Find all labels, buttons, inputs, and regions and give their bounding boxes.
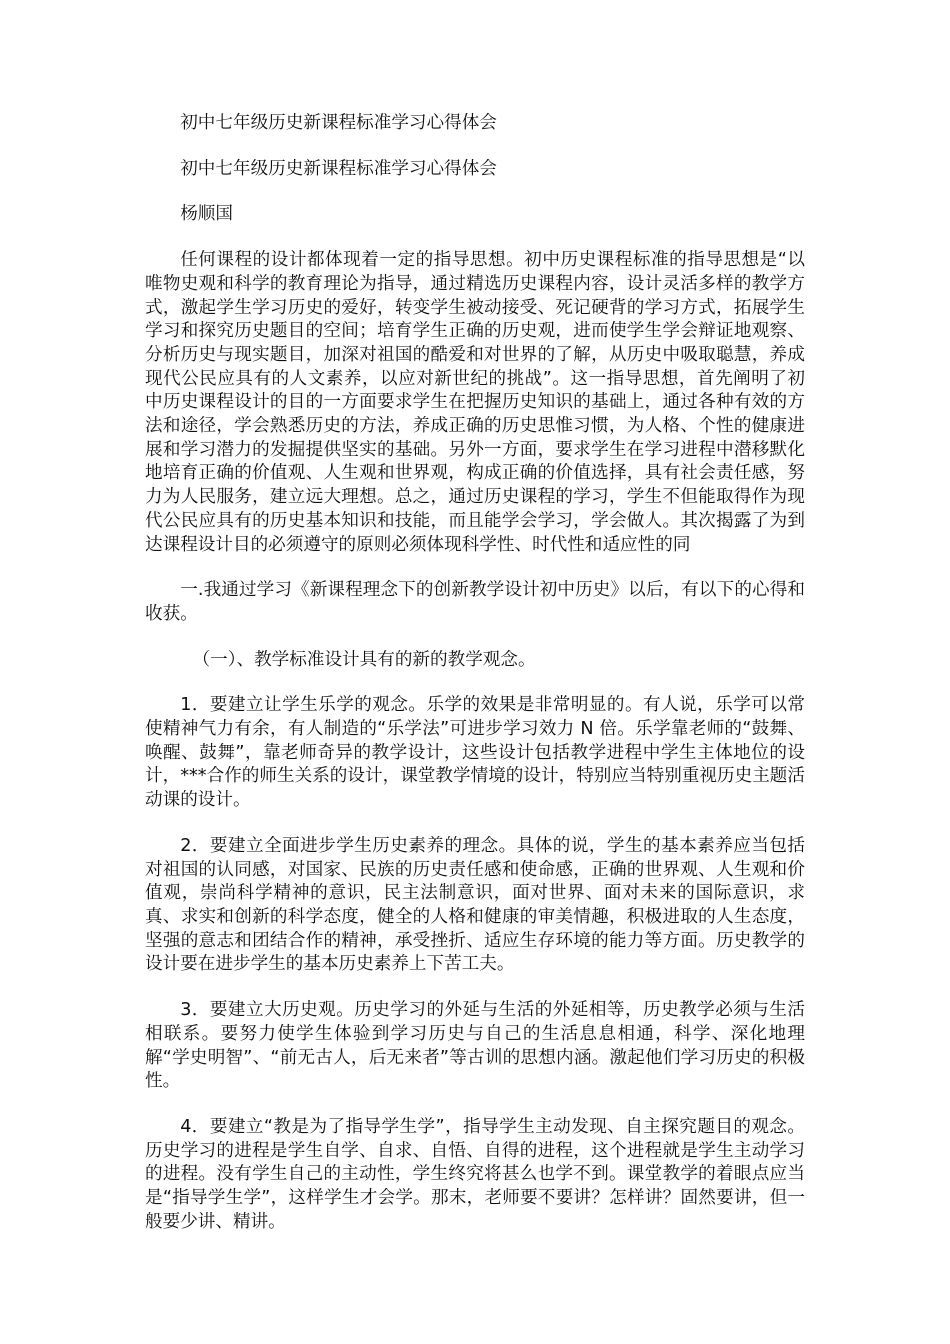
intro-paragraph: 任何课程的设计都体现着一定的指导思想。初中历史课程标准的指导思想是“以唯物史观和科学的教育理论为指导，通过精选历史课程内容，设计灵活多样的教学方式，激起学生学习历史的爱好，转变学生被动接受、死记硬背的学习方式，拓展学生学习和探究历史题目的空间；培育学生正确的历史观，进而使学生学会辩证地观察、分析历史与现实题目，加深对祖国的酷爱和对世界的了解，从历史中吸取聪慧，养成现代公民应具有的人文素养，以应对新世纪的挑战”。这一指导思想，首先阐明了初中历史课程设计的目的一方面要求学生在把握历史知识的基础上，通过各种有效的方法和途径，学会熟悉历史的方法，养成正确的历史思惟习惯，为人格、个性的健康进展和学习潜力的发掘提供坚实的基础。另外一方面，要求学生在学习进程中潜移默化地培育正确的价值观、人生观和世界观，构成正确的价值选择，具有社会责任感，努力为人民服务，建立远大理想。总之，通过历史课程的学习，学生不但能取得作为现代公民应具有的历史基本知识和技能，而且能学会学习，学会做人。其次揭露了为到达课程设计目的必须遵守的原则必须体现科学性、时代性和适应性的同 [145, 250, 805, 555]
list-item: 3．要建立大历史观。历史学习的外延与生活的外延相等，历史教学必须与生活相联系。要努力使学生体验到学习历史与自己的生活息息相通，科学、深化地理解“学史明智”、“前无古人，后无来者”等古训的思想内涵。激起他们学习历史的积极性。 [145, 1000, 805, 1092]
author-name: 杨顺国 [180, 204, 233, 225]
list-item: 2．要建立全面进步学生历史素养的理念。具体的说，学生的基本素养应当包括对祖国的认同感，对国家、民族的历史责任感和使命感，正确的世界观、人生观和价值观，崇尚科学精神的意识，民主法制意识，面对世界、面对未来的国际意识，求真、求实和创新的科学态度，健全的人格和健康的审美情趣，积极进取的人生态度，坚强的意志和团结合作的精神，承受挫折、适应生存环境的能力等方面。历史教学的设计要在进步学生的基本历史素养上下苦工夫。 [145, 835, 805, 975]
document-page [145, 112, 805, 1312]
subsection-heading: （一）、教学标准设计具有的新的教学观念。 [192, 649, 536, 670]
document-subtitle: 初中七年级历史新课程标准学习心得体会 [180, 158, 497, 179]
list-item: 1．要建立让学生乐学的观念。乐学的效果是非常明显的。有人说，乐学可以常使精神气力有余，有人制造的“乐学法”可进步学习效力 N 倍。乐学靠老师的“鼓舞、唤醒、鼓舞”，靠老师奇异的教学设计，这些设计包括教学进程中学生主体地位的设计，***合作的师生关系的设计，课堂教学情境的设计，特别应当特别重视历史主题活动课的设计。 [145, 695, 805, 811]
section-heading: 一.我通过学习《新课程理念下的创新教学设计初中历史》以后，有以下的心得和收获。 [145, 580, 805, 624]
document-title: 初中七年级历史新课程标准学习心得体会 [180, 113, 497, 133]
list-item: 4．要建立“教是为了指导学生学”，指导学生主动发现、自主探究题目的观念。历史学习的进程是学生自学、自求、自悟、自得的进程，这个进程就是学生主动学习的进程。没有学生自己的主动性，学生终究将甚么也学不到。课堂教学的着眼点应当是“指导学生学”，这样学生才会学。那末，老师要不要讲？怎样讲？固然要讲，但一般要少讲、精讲。 [145, 1116, 805, 1232]
